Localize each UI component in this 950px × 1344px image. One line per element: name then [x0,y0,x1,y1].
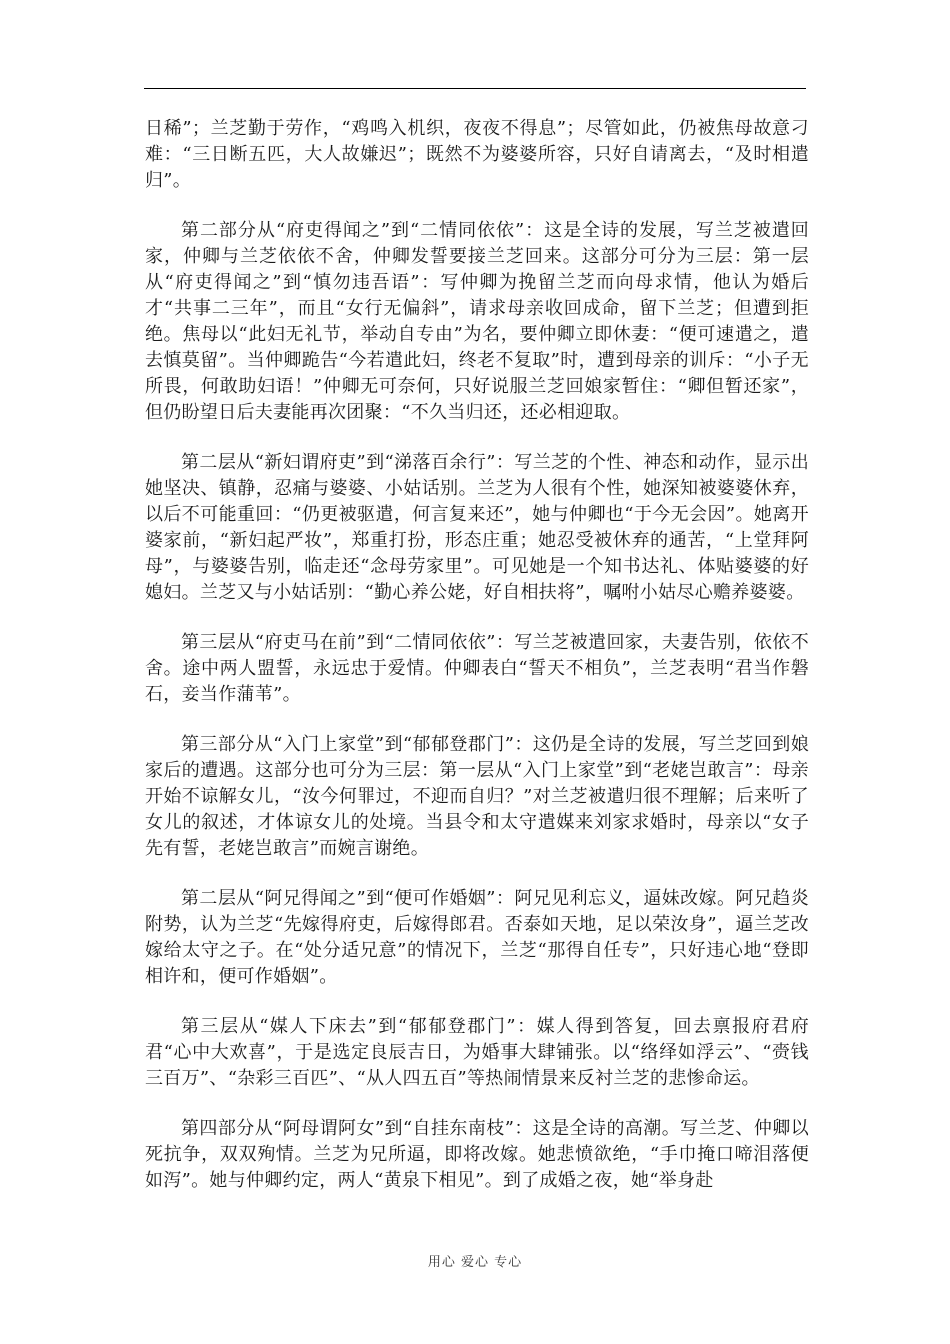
paragraph-5: 第三部分从“入门上家堂”到“郁郁登郡门”：这仍是全诗的发展，写兰芝回到娘家后的遭遇。这部分也可分为三层：第一层从“入门上家堂”到“老姥岂敢言”：母亲开始不谅解女儿，“汝今何罪过，不迎而自归？”对兰芝被遣归很不理解；后来听了女儿的叙述，才体谅女儿的处境。当县令和太守遣媒来刘家求婚时，母亲以“女子先有誓，老姥岂敢言”而婉言谢绝。 [145,734,809,859]
paragraph-1: 日稀”；兰芝勤于劳作，“鸡鸣入机织，夜夜不得息”；尽管如此，仍被焦母故意刁难：“三日断五匹，大人故嫌迟”；既然不为婆婆所容，只好自请离去，“及时相遣归”。 [145,118,809,191]
paragraph-7: 第三层从“媒人下床去”到“郁郁登郡门”：媒人得到答复，回去禀报府君府君“心中大欢喜”，于是选定良辰吉日，为婚事大肆铺张。以“络绎如浮云”、“赍钱三百万”、“杂彩三百匹”、“从人四五百”等热闹情景来反衬兰芝的悲惨命运。 [145,1016,809,1089]
paragraph-8: 第四部分从“阿母谓阿女”到“自挂东南枝”：这是全诗的高潮。写兰芝、仲卿以死抗争，双双殉情。兰芝为兄所逼，即将改嫁。她悲愤欲绝，“手巾掩口啼泪落便如泻”。她与仲卿约定，两人“黄泉下相见”。到了成婚之夜，她“举身赴 [145,1118,809,1191]
paragraph-6: 第二层从“阿兄得闻之”到“便可作婚姻”：阿兄见利忘义，逼妹改嫁。阿兄趋炎附势，认为兰芝“先嫁得府吏，后嫁得郎君。否泰如天地，足以荣汝身”，逼兰芝改嫁给太守之子。在“处分适兄意”的情况下，兰芝“那得自任专”，只好违心地“登即相许和，便可作婚姻”。 [145,888,809,987]
document-body [145,116,809,1218]
header-rule [144,88,806,89]
paragraph-4: 第三层从“府吏马在前”到“二情同依依”：写兰芝被遣回家，夫妻告别，依依不舍。途中两人盟誓，永远忠于爱情。仲卿表白“誓天不相负”，兰芝表明“君当作磐石，妾当作蒲苇”。 [145,632,809,705]
paragraph-3: 第二层从“新妇谓府吏”到“涕落百余行”：写兰芝的个性、神态和动作，显示出她坚决、镇静，忍痛与婆婆、小姑话别。兰芝为人很有个性，她深知被婆婆休弃，以后不可能重回：“仍更被驱遣，何言复来还”，她与仲卿也“于今无会因”。她离开婆家前，“新妇起严妆”，郑重打扮，形态庄重；她忍受被休弃的通苦，“上堂拜阿母”，与婆婆告别，临走还“念母劳家里”。可见她是一个知书达礼、体贴婆婆的好媳妇。兰芝又与小姑话别：“勤心养公姥，好自相扶将”，嘱咐小姑尽心赡养婆婆。 [145,452,809,603]
paragraph-2: 第二部分从“府吏得闻之”到“二情同依依”：这是全诗的发展，写兰芝被遣回家，仲卿与兰芝依依不舍，仲卿发誓要接兰芝回来。这部分可分为三层：第一层从“府吏得闻之”到“慎勿违吾语”：写仲卿为挽留兰芝而向母求情，他认为婚后才“共事二三年”，而且“女行无偏斜”，请求母亲收回成命，留下兰芝；但遭到拒绝。焦母以“此妇无礼节，举动自专由”为名，要仲卿立即休妻：“便可速遣之，遣去慎莫留”。当仲卿跪告“今若遣此妇，终老不复取”时，遭到母亲的训斥：“小子无所畏，何敢助妇语！”仲卿无可奈何，只好说服兰芝回娘家暂住：“卿但暂还家”，但仍盼望日后夫妻能再次团聚：“不久当归还，还必相迎取。 [145,220,809,423]
page-footer: 用心 爱心 专心 [427,1255,523,1270]
